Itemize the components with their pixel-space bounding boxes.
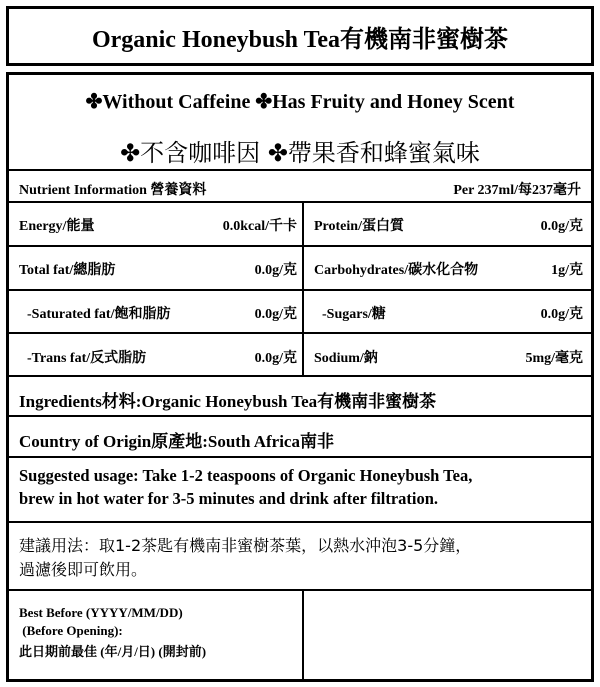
nutrient-protein-value: 0.0g/克: [540, 219, 583, 234]
highlight-no-caffeine: Without Caffeine: [102, 91, 251, 113]
nutrient-total-fat-name: Total fat/總脂肪: [19, 263, 116, 278]
nutrient-sugars-value: 0.0g/克: [540, 307, 583, 322]
product-title: Organic Honeybush Tea有機南非蜜樹茶: [91, 26, 509, 53]
divider: [9, 289, 591, 291]
nutrient-trans-fat-value: 0.0g/克: [254, 351, 297, 366]
usage-en-line-2: brew in hot water for 3-5 minutes and drink after filtration.: [19, 489, 439, 508]
highlight-fruity-scent: Has Fruity and Honey Scent: [272, 91, 515, 113]
nutrient-trans-fat-name: -Trans fat/反式脂肪: [27, 351, 147, 366]
highlight-fruity-scent-zh: 帶果香和蜂蜜氣味: [287, 139, 480, 167]
nutrient-sodium-value: 5mg/毫克: [525, 351, 583, 366]
divider: [9, 456, 591, 458]
bullet-icon: ✤: [120, 139, 141, 167]
nutrient-protein-name: Protein/蛋白質: [314, 219, 404, 234]
nutrient-carbohydrates-value: 1g/克: [551, 263, 583, 278]
divider: [9, 332, 591, 334]
highlights-zh: [9, 133, 591, 168]
product-title-box: [6, 6, 594, 66]
nutrition-column-divider: [302, 201, 304, 375]
nutrient-saturated-fat-value: 0.0g/克: [254, 307, 297, 322]
best-before-date-field: [306, 593, 587, 677]
usage-zh-line-2: 過濾後即可飲用。: [19, 560, 148, 579]
label-panel: [6, 72, 594, 682]
nutrient-energy-value: 0.0kcal/千卡: [222, 219, 297, 234]
best-before-label-zh: 此日期前最佳 (年/月/日) (開封前): [19, 644, 207, 659]
divider: [9, 169, 591, 171]
usage-en-line-1: Suggested usage: Take 1-2 teaspoons of Organic Honeybush Tea,: [19, 466, 473, 485]
nutrition-header-label: Nutrient Information 營養資料: [19, 183, 207, 198]
nutrient-carbohydrates-name: Carbohydrates/碳水化合物: [314, 263, 479, 278]
highlights-en: [9, 89, 591, 114]
divider: [9, 375, 591, 377]
divider: [9, 245, 591, 247]
nutrition-header-per: Per 237ml/每237毫升: [453, 183, 581, 198]
nutrient-sodium-name: Sodium/鈉: [314, 351, 378, 366]
bullet-icon: ✤: [85, 91, 103, 113]
nutrient-sugars-name: -Sugars/糖: [322, 307, 386, 322]
bullet-icon: ✤: [267, 139, 288, 167]
divider: [9, 201, 591, 203]
usage-zh-line-1: 建議用法：取1-2茶匙有機南非蜜樹茶葉，以熱水沖泡3-5分鐘，: [19, 536, 472, 555]
nutrient-energy-name: Energy/能量: [19, 219, 95, 234]
bullet-icon: ✤: [255, 91, 273, 113]
best-before-label: Best Before (YYYY/MM/DD): [19, 605, 183, 620]
divider: [9, 415, 591, 417]
before-opening-label: (Before Opening):: [19, 623, 123, 638]
divider: [9, 589, 591, 591]
divider: [9, 521, 591, 523]
nutrient-saturated-fat-name: -Saturated fat/飽和脂肪: [27, 307, 171, 322]
highlight-no-caffeine-zh: 不含咖啡因: [140, 139, 261, 167]
nutrient-total-fat-value: 0.0g/克: [254, 263, 297, 278]
best-before-column-divider: [302, 589, 304, 679]
ingredients-line: Ingredients材料:Organic Honeybush Tea有機南非蜜樹茶: [19, 392, 437, 411]
country-of-origin-line: Country of Origin原產地:South Africa南非: [19, 432, 334, 451]
